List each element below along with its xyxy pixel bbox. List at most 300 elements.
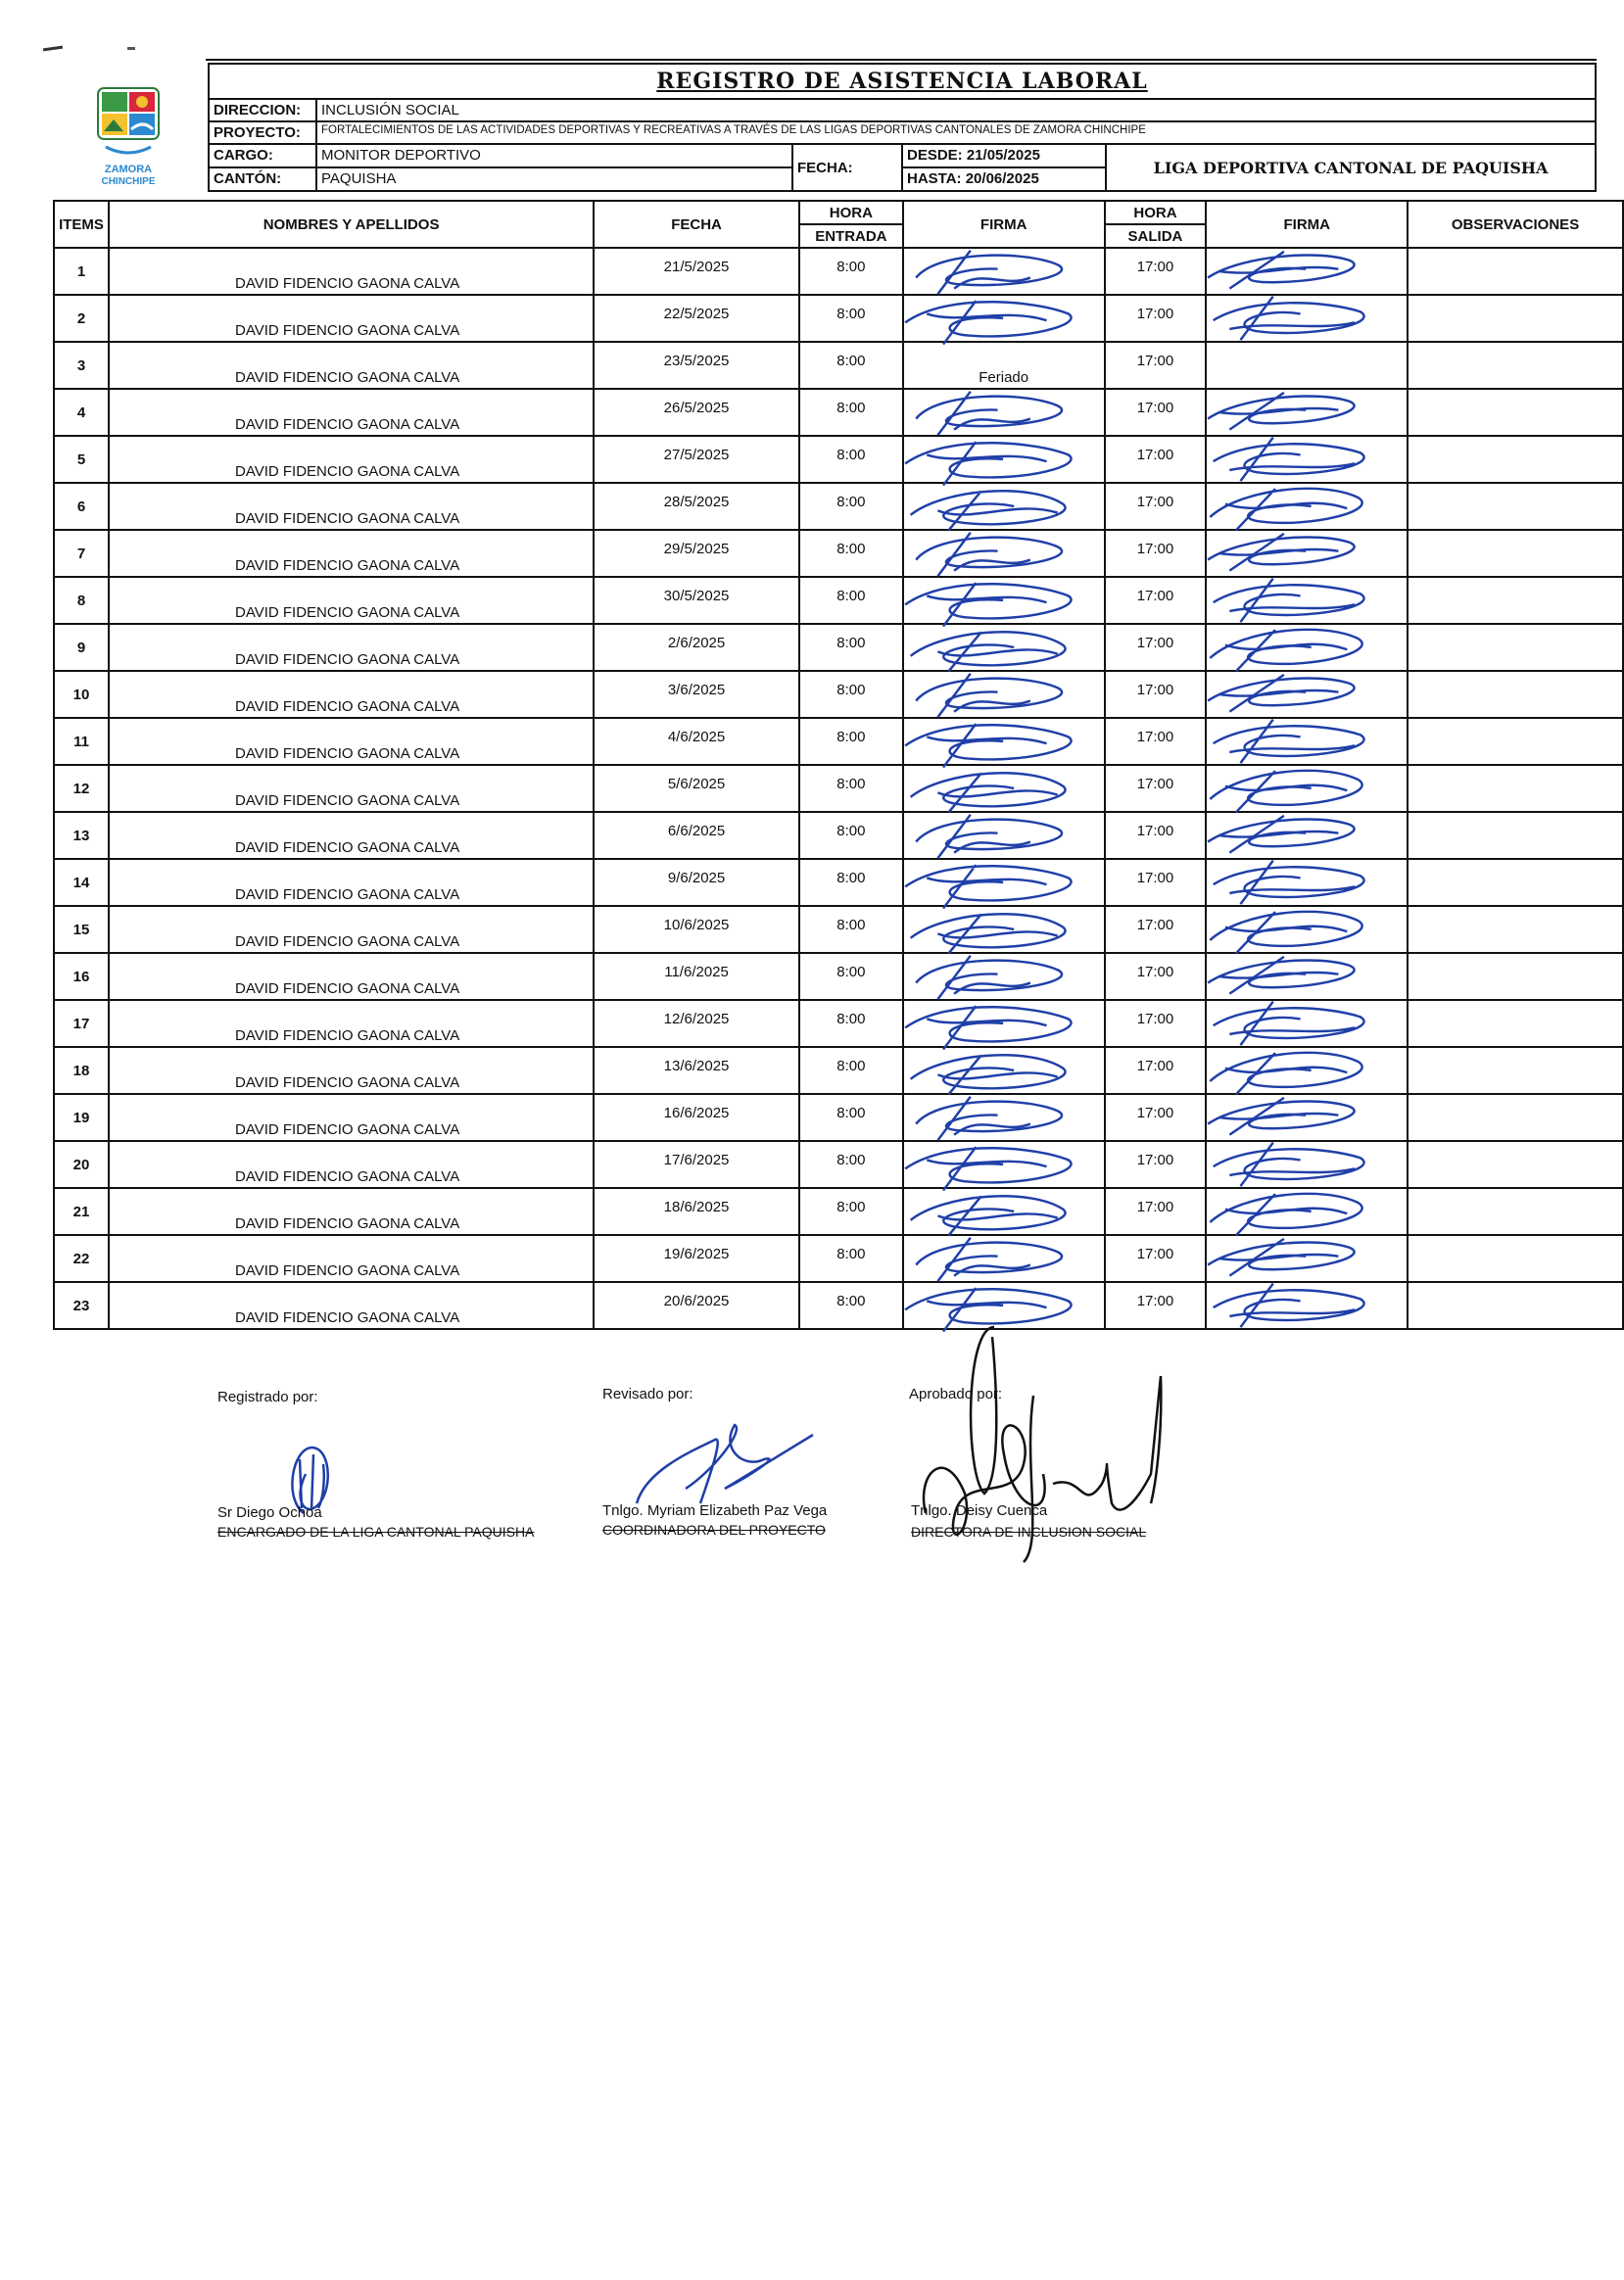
employee-name: DAVID FIDENCIO GAONA CALVA — [234, 1168, 460, 1185]
registrado-role-wrap — [217, 1524, 534, 1541]
employee-name-cell — [109, 483, 594, 530]
employee-name-cell — [109, 1235, 594, 1282]
fecha-label: FECHA: — [793, 145, 903, 190]
salida-firma-cell — [1206, 624, 1408, 671]
liga-name: LIGA DEPORTIVA CANTONAL DE PAQUISHA — [1153, 158, 1549, 177]
employee-name-cell — [109, 389, 594, 436]
date-cell — [594, 859, 799, 906]
entrada-firma-cell — [903, 389, 1105, 436]
item-number: 12 — [54, 765, 109, 812]
employee-name: DAVID FIDENCIO GAONA CALVA — [234, 745, 460, 762]
observaciones-cell — [1408, 859, 1623, 906]
entrada-time: 8:00 — [836, 353, 866, 369]
date-cell — [594, 812, 799, 859]
date-cell — [594, 1000, 799, 1047]
employee-name: DAVID FIDENCIO GAONA CALVA — [234, 839, 460, 856]
salida-time: 17:00 — [1136, 964, 1174, 980]
date-cell — [594, 577, 799, 624]
title-row — [208, 63, 1597, 98]
aprobado-label: Aprobado por: — [909, 1386, 1003, 1402]
date-cell — [594, 1094, 799, 1141]
salida-time: 17:00 — [1136, 494, 1174, 510]
salida-time: 17:00 — [1136, 1058, 1174, 1074]
salida-cell — [1105, 1094, 1207, 1141]
registrado-name: Sr Diego Ochoa — [217, 1504, 322, 1521]
employee-name: DAVID FIDENCIO GAONA CALVA — [234, 933, 460, 950]
observaciones-cell — [1408, 812, 1623, 859]
aprobado-signature — [886, 1317, 1180, 1591]
revisado-name: Tnlgo. Myriam Elizabeth Paz Vega — [602, 1502, 828, 1519]
entrada-cell — [799, 671, 903, 718]
table-row — [54, 765, 1623, 812]
entrada-cell — [799, 1141, 903, 1188]
entrada-cell — [799, 483, 903, 530]
date: 23/5/2025 — [663, 353, 730, 369]
entrada-firma-cell — [903, 765, 1105, 812]
entrada-time: 8:00 — [836, 1011, 866, 1027]
employee-name-cell — [109, 577, 594, 624]
entrada-firma-cell — [903, 342, 1105, 389]
entrada-time: 8:00 — [836, 1246, 866, 1262]
entrada-firma-cell — [903, 859, 1105, 906]
col-entrada: ENTRADA — [799, 224, 903, 248]
aprobado-role-wrap — [911, 1524, 1146, 1541]
entrada-firma-cell — [903, 530, 1105, 577]
salida-time: 17:00 — [1136, 917, 1174, 933]
top-rule — [206, 59, 1597, 61]
entrada-firma-cell — [903, 1000, 1105, 1047]
salida-signature — [1197, 292, 1393, 347]
col-items: ITEMS — [54, 201, 109, 248]
item-number: 18 — [54, 1047, 109, 1094]
canton-value: PAQUISHA — [321, 170, 397, 187]
entrada-firma-cell — [903, 906, 1105, 953]
col-salida: SALIDA — [1105, 224, 1207, 248]
employee-name: DAVID FIDENCIO GAONA CALVA — [234, 510, 460, 527]
entrada-cell — [799, 1094, 903, 1141]
salida-cell — [1105, 389, 1207, 436]
employee-name: DAVID FIDENCIO GAONA CALVA — [234, 1121, 460, 1138]
svg-text:ZAMORA: ZAMORA — [104, 164, 153, 175]
direccion-value: INCLUSIÓN SOCIAL — [321, 102, 459, 119]
date: 6/6/2025 — [667, 823, 726, 839]
entrada-cell — [799, 1235, 903, 1282]
entrada-cell — [799, 530, 903, 577]
item-number: 14 — [54, 859, 109, 906]
salida-firma-cell — [1206, 530, 1408, 577]
svg-text:CHINCHIPE: CHINCHIPE — [101, 176, 156, 187]
salida-firma-cell — [1206, 671, 1408, 718]
date-cell — [594, 906, 799, 953]
date: 12/6/2025 — [663, 1011, 730, 1027]
date-cell — [594, 1188, 799, 1235]
direccion-row — [208, 98, 1597, 120]
entrada-cell — [799, 859, 903, 906]
item-number: 4 — [54, 389, 109, 436]
date-cell — [594, 765, 799, 812]
observaciones-cell — [1408, 295, 1623, 342]
col-firma-salida: FIRMA — [1206, 201, 1408, 248]
salida-firma-cell — [1206, 295, 1408, 342]
entrada-firma-cell — [903, 1141, 1105, 1188]
table-row — [54, 953, 1623, 1000]
table-row — [54, 906, 1623, 953]
salida-firma-cell — [1206, 1235, 1408, 1282]
table-row — [54, 1141, 1623, 1188]
observaciones-cell — [1408, 1235, 1623, 1282]
salida-time: 17:00 — [1136, 1199, 1174, 1215]
entrada-cell — [799, 765, 903, 812]
salida-cell — [1105, 295, 1207, 342]
entrada-cell — [799, 624, 903, 671]
date-cell — [594, 530, 799, 577]
entrada-cell — [799, 1000, 903, 1047]
salida-time: 17:00 — [1136, 635, 1174, 651]
proyecto-label: PROYECTO: — [210, 122, 317, 143]
salida-cell — [1105, 718, 1207, 765]
date: 27/5/2025 — [663, 447, 730, 463]
entrada-cell — [799, 389, 903, 436]
entrada-cell — [799, 718, 903, 765]
revisado-role-wrap — [602, 1522, 826, 1539]
cargo-value: MONITOR DEPORTIVO — [321, 147, 481, 164]
proyecto-row — [208, 120, 1597, 143]
salida-firma-cell — [1206, 765, 1408, 812]
table-row — [54, 389, 1623, 436]
entrada-firma-cell — [903, 812, 1105, 859]
entrada-time: 8:00 — [836, 1152, 866, 1168]
entrada-time: 8:00 — [836, 823, 866, 839]
salida-firma-cell — [1206, 1000, 1408, 1047]
salida-signature — [1197, 1279, 1393, 1334]
entrada-firma-cell — [903, 624, 1105, 671]
salida-firma-cell — [1206, 859, 1408, 906]
salida-cell — [1105, 1235, 1207, 1282]
salida-cell — [1105, 577, 1207, 624]
salida-cell — [1105, 671, 1207, 718]
salida-time: 17:00 — [1136, 776, 1174, 792]
observaciones-cell — [1408, 530, 1623, 577]
table-row — [54, 1047, 1623, 1094]
date-cell — [594, 953, 799, 1000]
entrada-time: 8:00 — [836, 541, 866, 557]
salida-cell — [1105, 1047, 1207, 1094]
employee-name: DAVID FIDENCIO GAONA CALVA — [234, 980, 460, 997]
document-header — [208, 63, 1597, 192]
observaciones-cell — [1408, 953, 1623, 1000]
salida-cell — [1105, 624, 1207, 671]
item-number: 15 — [54, 906, 109, 953]
entrada-time: 8:00 — [836, 588, 866, 604]
date-cell — [594, 483, 799, 530]
entrada-firma-cell — [903, 295, 1105, 342]
employee-name-cell — [109, 342, 594, 389]
observaciones-cell — [1408, 1047, 1623, 1094]
table-row — [54, 342, 1623, 389]
employee-name: DAVID FIDENCIO GAONA CALVA — [234, 698, 460, 715]
employee-name-cell — [109, 530, 594, 577]
entrada-cell — [799, 577, 903, 624]
aprobado-name: Tnlgo. Deisy Cuenca — [911, 1502, 1048, 1519]
employee-name: DAVID FIDENCIO GAONA CALVA — [234, 1215, 460, 1232]
entrada-time: 8:00 — [836, 306, 866, 322]
salida-firma-cell — [1206, 953, 1408, 1000]
date: 11/6/2025 — [664, 964, 729, 980]
registrado-label: Registrado por: — [217, 1389, 318, 1405]
employee-name: DAVID FIDENCIO GAONA CALVA — [234, 1262, 460, 1279]
observaciones-cell — [1408, 624, 1623, 671]
item-number: 5 — [54, 436, 109, 483]
employee-name-cell — [109, 859, 594, 906]
col-nombres: NOMBRES Y APELLIDOS — [109, 201, 594, 248]
salida-cell — [1105, 906, 1207, 953]
entrada-firma-cell — [903, 483, 1105, 530]
salida-time: 17:00 — [1136, 1105, 1174, 1121]
employee-name: DAVID FIDENCIO GAONA CALVA — [234, 416, 460, 433]
employee-name: DAVID FIDENCIO GAONA CALVA — [234, 557, 460, 574]
salida-time: 17:00 — [1136, 353, 1174, 369]
table-row — [54, 1188, 1623, 1235]
entrada-signature — [894, 292, 1090, 347]
salida-time: 17:00 — [1136, 541, 1174, 557]
date: 9/6/2025 — [667, 870, 726, 886]
salida-time: 17:00 — [1136, 823, 1174, 839]
employee-name: DAVID FIDENCIO GAONA CALVA — [234, 369, 460, 386]
date: 26/5/2025 — [663, 400, 730, 416]
salida-cell — [1105, 765, 1207, 812]
employee-name-cell — [109, 436, 594, 483]
observaciones-cell — [1408, 342, 1623, 389]
entrada-firma-cell — [903, 718, 1105, 765]
entrada-time: 8:00 — [836, 870, 866, 886]
item-number: 7 — [54, 530, 109, 577]
entrada-time: 8:00 — [836, 447, 866, 463]
employee-name: DAVID FIDENCIO GAONA CALVA — [234, 1074, 460, 1091]
observaciones-cell — [1408, 1094, 1623, 1141]
item-number: 23 — [54, 1282, 109, 1329]
observaciones-cell — [1408, 1188, 1623, 1235]
salida-cell — [1105, 812, 1207, 859]
employee-name: DAVID FIDENCIO GAONA CALVA — [234, 275, 460, 292]
entrada-firma-cell — [903, 248, 1105, 295]
salida-time: 17:00 — [1136, 306, 1174, 322]
entrada-cell — [799, 1047, 903, 1094]
entrada-cell — [799, 1188, 903, 1235]
item-number: 21 — [54, 1188, 109, 1235]
employee-name-cell — [109, 295, 594, 342]
item-number: 13 — [54, 812, 109, 859]
date-cell — [594, 1282, 799, 1329]
salida-cell — [1105, 1141, 1207, 1188]
employee-name-cell — [109, 1094, 594, 1141]
revisado-label: Revisado por: — [602, 1386, 693, 1402]
table-row — [54, 1094, 1623, 1141]
item-number: 22 — [54, 1235, 109, 1282]
item-number: 3 — [54, 342, 109, 389]
entrada-cell — [799, 436, 903, 483]
salida-time: 17:00 — [1136, 1293, 1174, 1309]
salida-cell — [1105, 530, 1207, 577]
entrada-firma-cell — [903, 953, 1105, 1000]
entrada-cell — [799, 906, 903, 953]
salida-firma-cell — [1206, 389, 1408, 436]
entrada-time: 8:00 — [836, 1293, 866, 1309]
table-row — [54, 859, 1623, 906]
date: 17/6/2025 — [663, 1152, 730, 1168]
salida-firma-cell — [1206, 436, 1408, 483]
observaciones-cell — [1408, 483, 1623, 530]
date-cell — [594, 718, 799, 765]
table-row — [54, 1282, 1623, 1329]
employee-name-cell — [109, 624, 594, 671]
observaciones-cell — [1408, 1282, 1623, 1329]
proyecto-value: FORTALECIMIENTOS DE LAS ACTIVIDADES DEPORTIVAS Y RECREATIVAS A TRAVÉS DE LAS LIGAS DEPORTIVAS CANTONALES DE ZAMORA CHINCHIPE — [321, 124, 1146, 136]
registrado-role: ENCARGADO DE LA LIGA CANTONAL PAQUISHA — [217, 1524, 535, 1540]
date-cell — [594, 624, 799, 671]
salida-cell — [1105, 483, 1207, 530]
hasta-value: HASTA: 20/06/2025 — [903, 166, 1105, 188]
table-row — [54, 295, 1623, 342]
table-row — [54, 436, 1623, 483]
entrada-time: 8:00 — [836, 776, 866, 792]
observaciones-cell — [1408, 248, 1623, 295]
attendance-table — [53, 200, 1624, 1330]
observaciones-cell — [1408, 671, 1623, 718]
entrada-time: 8:00 — [836, 682, 866, 698]
date: 3/6/2025 — [667, 682, 726, 698]
entrada-cell — [799, 295, 903, 342]
table-row — [54, 577, 1623, 624]
salida-time: 17:00 — [1136, 682, 1174, 698]
salida-time: 17:00 — [1136, 1152, 1174, 1168]
date-cell — [594, 1235, 799, 1282]
salida-firma-cell — [1206, 906, 1408, 953]
date: 5/6/2025 — [667, 776, 726, 792]
entrada-firma-cell — [903, 671, 1105, 718]
date: 4/6/2025 — [667, 729, 726, 745]
entrada-firma-cell — [903, 1094, 1105, 1141]
salida-firma-cell — [1206, 812, 1408, 859]
employee-name-cell — [109, 1282, 594, 1329]
employee-name-cell — [109, 953, 594, 1000]
entrada-cell — [799, 342, 903, 389]
item-number: 19 — [54, 1094, 109, 1141]
employee-name-cell — [109, 718, 594, 765]
revisado-role: COORDINADORA DEL PROYECTO — [602, 1522, 826, 1538]
salida-firma-cell — [1206, 1141, 1408, 1188]
table-row — [54, 671, 1623, 718]
employee-name-cell — [109, 1188, 594, 1235]
item-number: 2 — [54, 295, 109, 342]
aprobado-role: DIRECTORA DE INCLUSION SOCIAL — [911, 1524, 1147, 1540]
salida-cell — [1105, 342, 1207, 389]
employee-name-cell — [109, 765, 594, 812]
salida-firma-cell — [1206, 577, 1408, 624]
salida-time: 17:00 — [1136, 447, 1174, 463]
salida-time: 17:00 — [1136, 259, 1174, 275]
page-title: REGISTRO DE ASISTENCIA LABORAL — [656, 69, 1148, 94]
entrada-cell — [799, 812, 903, 859]
salida-time: 17:00 — [1136, 729, 1174, 745]
observaciones-cell — [1408, 765, 1623, 812]
employee-name-cell — [109, 248, 594, 295]
salida-cell — [1105, 248, 1207, 295]
employee-name: DAVID FIDENCIO GAONA CALVA — [234, 322, 460, 339]
entrada-time: 8:00 — [836, 635, 866, 651]
date-cell — [594, 436, 799, 483]
observaciones-cell — [1408, 906, 1623, 953]
salida-cell — [1105, 436, 1207, 483]
item-number: 8 — [54, 577, 109, 624]
date: 18/6/2025 — [663, 1199, 730, 1215]
date-cell — [594, 671, 799, 718]
col-hora-salida: HORA — [1105, 201, 1207, 224]
scan-mark — [127, 47, 135, 50]
employee-name-cell — [109, 906, 594, 953]
cargo-label: CARGO: — [210, 145, 317, 166]
employee-name: DAVID FIDENCIO GAONA CALVA — [234, 1309, 460, 1326]
col-firma-entrada: FIRMA — [903, 201, 1105, 248]
employee-name-cell — [109, 1047, 594, 1094]
date: 2/6/2025 — [667, 635, 726, 651]
entrada-time: 8:00 — [836, 259, 866, 275]
salida-firma-cell — [1206, 1047, 1408, 1094]
entrada-time: 8:00 — [836, 400, 866, 416]
date: 21/5/2025 — [663, 259, 730, 275]
observaciones-cell — [1408, 718, 1623, 765]
entrada-time: 8:00 — [836, 1199, 866, 1215]
table-row — [54, 812, 1623, 859]
item-number: 9 — [54, 624, 109, 671]
item-number: 6 — [54, 483, 109, 530]
employee-name: DAVID FIDENCIO GAONA CALVA — [234, 886, 460, 903]
date: 10/6/2025 — [663, 917, 730, 933]
scan-mark — [43, 46, 63, 52]
date: 30/5/2025 — [663, 588, 730, 604]
employee-name-cell — [109, 671, 594, 718]
cargo-fecha-grid — [208, 143, 1597, 192]
observaciones-cell — [1408, 436, 1623, 483]
table-row — [54, 1235, 1623, 1282]
observaciones-cell — [1408, 577, 1623, 624]
entrada-time: 8:00 — [836, 729, 866, 745]
table-row — [54, 1000, 1623, 1047]
salida-firma-cell — [1206, 342, 1408, 389]
salida-cell — [1105, 953, 1207, 1000]
salida-cell — [1105, 1000, 1207, 1047]
entrada-time: 8:00 — [836, 964, 866, 980]
item-number: 20 — [54, 1141, 109, 1188]
date-cell — [594, 1141, 799, 1188]
employee-name-cell — [109, 1000, 594, 1047]
zamora-chinchipe-logo — [84, 80, 172, 188]
table-row — [54, 530, 1623, 577]
col-observaciones: OBSERVACIONES — [1408, 201, 1623, 248]
date: 28/5/2025 — [663, 494, 730, 510]
entrada-firma-cell — [903, 1188, 1105, 1235]
date-cell — [594, 342, 799, 389]
item-number: 1 — [54, 248, 109, 295]
date: 29/5/2025 — [663, 541, 730, 557]
date: 20/6/2025 — [663, 1293, 730, 1309]
salida-firma-cell — [1206, 248, 1408, 295]
feriado-note: Feriado — [979, 369, 1029, 386]
salida-firma-cell — [1206, 1094, 1408, 1141]
salida-firma-cell — [1206, 483, 1408, 530]
entrada-time: 8:00 — [836, 494, 866, 510]
observaciones-cell — [1408, 1000, 1623, 1047]
entrada-cell — [799, 953, 903, 1000]
